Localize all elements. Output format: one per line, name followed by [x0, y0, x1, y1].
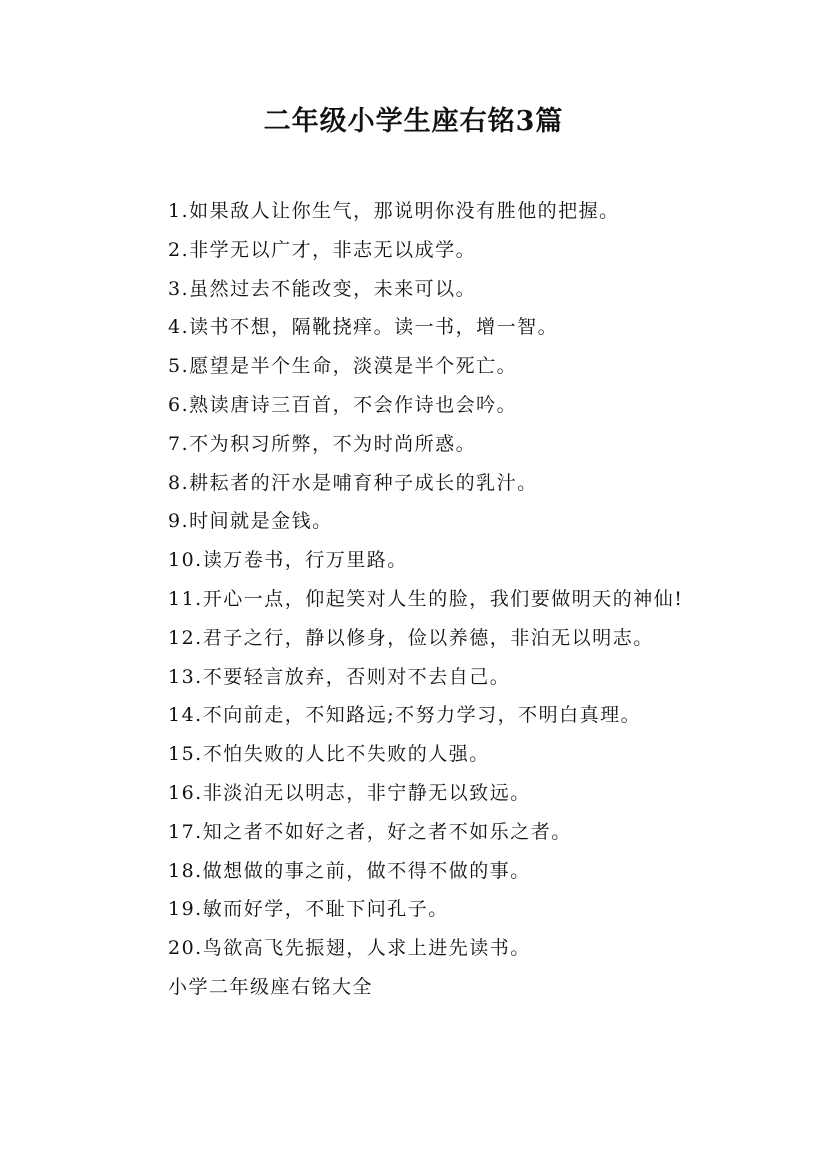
section-heading: 小学二年级座右铭大全 [168, 975, 374, 998]
paragraph-13: 13.不要轻言放弃，否则对不去自己。 [168, 665, 511, 688]
paragraph-9: 9.时间就是金钱。 [168, 510, 333, 533]
document-title: 二年级小学生座右铭3篇 [263, 106, 564, 137]
paragraph-1: 1.如果敌人让你生气，那说明你没有胜他的把握。 [168, 200, 620, 222]
paragraph-12: 12.君子之行，静以修身，俭以养德，非泊无以明志。 [168, 626, 654, 649]
paragraph-6: 6.熟读唐诗三百首，不会作诗也会吟。 [168, 393, 518, 416]
paragraph-3: 3.虽然过去不能改变，未来可以。 [168, 277, 477, 300]
paragraph-14: 14.不向前走，不知路远;不努力学习，不明白真理。 [168, 704, 642, 727]
paragraph-5: 5.愿望是半个生命，淡漠是半个死亡。 [168, 355, 518, 378]
paragraph-11: 11.开心一点，仰起笑对人生的脸，我们要做明天的神仙! [168, 587, 684, 610]
paragraph-2: 2.非学无以广才，非志无以成学。 [168, 238, 477, 261]
paragraph-18: 18.做想做的事之前，做不得不做的事。 [168, 859, 531, 882]
paragraph-4: 4.读书不想，隔靴挠痒。读一书，增一智。 [168, 316, 559, 339]
paragraph-19: 19.敏而好学，不耻下问孔子。 [168, 898, 449, 921]
paragraph-10: 10.读万卷书，行万里路。 [168, 549, 408, 572]
paragraph-15: 15.不怕失败的人比不失败的人强。 [168, 743, 490, 766]
paragraph-7: 7.不为积习所弊，不为时尚所惑。 [168, 432, 477, 455]
paragraph-8: 8.耕耘者的汗水是哺育种子成长的乳汁。 [168, 471, 538, 494]
paragraph-17: 17.知之者不如好之者，好之者不如乐之者。 [168, 820, 572, 843]
paragraph-20: 20.鸟欲高飞先振翅，人求上进先读书。 [168, 937, 531, 960]
paragraph-16: 16.非淡泊无以明志，非宁静无以致远。 [168, 781, 531, 804]
document-body [126, 192, 711, 1007]
